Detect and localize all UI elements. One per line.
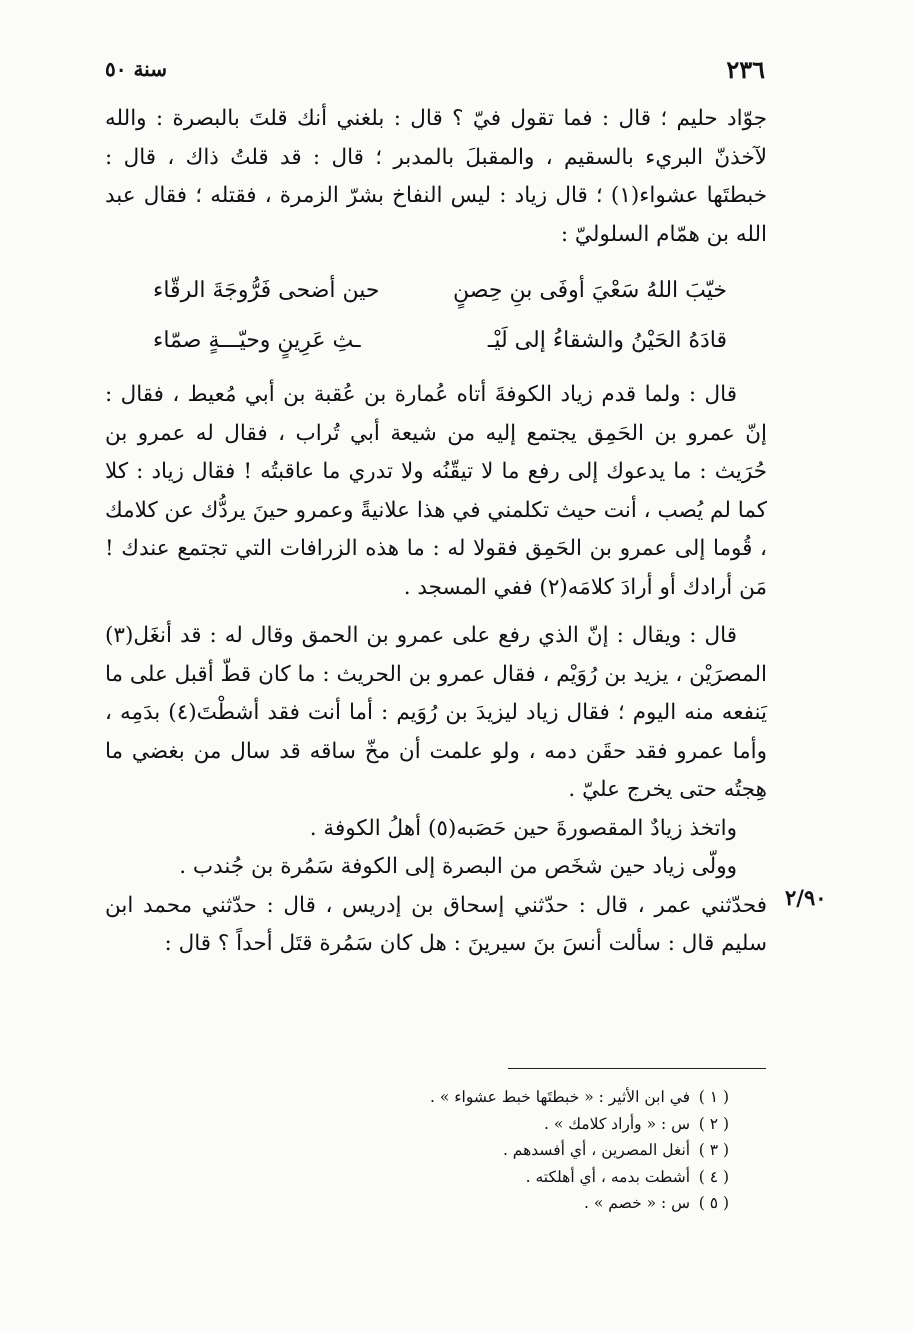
page-number: ٢٣٦ <box>726 55 765 84</box>
footnote-4 <box>309 1164 729 1191</box>
footnote-number: ( ٤ ) <box>698 1167 729 1186</box>
paragraph-2: قال : ولما قدم زياد الكوفةَ أتاه عُمارة بن عُقبة بن أبي مُعيط ، فقال : إنّ عمرو بن الحَمِق يجتمع إليه من شيعة أبي تُراب ، فقال له عمرو بن حُرَيث : ما يدعوك إلى رفع ما لا تيقّنُه ولا تدري ما عاقبتُه ! فقال زياد : كلا كما لم يُصب ، أنت حيث تكلمني في هذا علانيةً وعمرو حينَ يردُّك عن كلامك ، قُوما إلى عمرو بن الحَمِق فقولا له : ما هذه الزرافات التي تجتمع عندك ! مَن أرادك أو أرادَ كلامَه(٢) ففي المسجد . <box>105 382 767 600</box>
footnote-number: ( ٣ ) <box>698 1141 729 1159</box>
paragraph-5: وولّى زياد حين شخَص من البصرة إلى الكوفة سَمُرة بن جُندب . <box>179 854 737 879</box>
poem-verse-1-second-hemistich: حين أضحى فَرُّوجَةَ الرقّاء <box>153 277 380 303</box>
footnote-5 <box>309 1190 729 1217</box>
poem-verse-2 <box>105 316 767 366</box>
footnote-text: في ابن الأثير : « خبطتَها خبط عشواء » . <box>429 1088 691 1106</box>
footnote-number: ( ١ ) <box>698 1088 729 1106</box>
footnote-text: س : « خصم » . <box>584 1194 691 1212</box>
poem-verse-1 <box>105 266 767 316</box>
footnote-number: ( ٥ ) <box>698 1194 729 1212</box>
footnote-text: أنغل المصرين ، أي أفسدهم . <box>502 1141 691 1159</box>
footnote-divider <box>508 1068 766 1069</box>
poem-verse-2-first-hemistich: قادَهُ الحَيْنُ والشقاءُ إلى لَيْـ <box>487 327 727 353</box>
running-head-year: سنة ٥٠ <box>105 57 167 81</box>
paragraph-3: قال : ويقال : إنّ الذي رفع على عمرو بن الحمق وقال له : قد أنغَل(٣) المصرَيْن ، يزيد بن رُوَيْم ، فقال عمرو بن الحريث : ما كان قطّ أقبل على ما يَنفعه منه اليوم ؛ فقال زياد ليزيدَ بن رُوَيم : أما أنت فقد أشطْتَ(٤) بدَمِه ، وأما عمرو فقد حقَن دمه ، ولو علمت أن مخّ ساقه قد سال من بغضي ما هِجتُه حتى يخرج عليّ . <box>105 623 767 802</box>
footnote-3 <box>309 1137 729 1164</box>
poem-verse-1-first-hemistich: خيّبَ اللهُ سَعْيَ أوفَى بنِ حِصنٍ <box>453 277 727 303</box>
footnote-text: أشطت بدمه ، أي أهلكته . <box>525 1167 691 1186</box>
footnote-text: س : « وأراد كلامك » . <box>543 1114 691 1133</box>
footnote-2 <box>309 1111 729 1138</box>
footnotes <box>309 1084 729 1217</box>
poem <box>105 266 767 366</box>
poem-verse-2-second-hemistich: ـثِ عَرِينٍ وحيّـــةٍ صمّاء <box>153 327 361 353</box>
paragraph-4: واتخذ زيادٌ المقصورةَ حين حَصَبه(٥) أهلُ الكوفة . <box>309 815 737 841</box>
footnote-number: ( ٢ ) <box>698 1114 729 1133</box>
margin-reference: ٢/٩٠ <box>785 885 827 910</box>
footnote-1 <box>309 1084 729 1111</box>
paragraph-6: فحدّثني عمر ، قال : حدّثني إسحاق بن إدريس ، قال : حدّثني محمد ابن سليم قال : سألت أنسَ بنَ سيرينَ : هل كان سَمُرة قتَل أحداً ؟ قال : <box>105 892 767 956</box>
main-text <box>105 100 767 964</box>
page-header <box>105 55 765 85</box>
paragraph-1: جوّاد حليم ؛ قال : فما تقول فيّ ؟ قال : بلغني أنك قلتَ بالبصرة : والله لآخذنّ البريء بالسقيم ، والمقبلَ بالمدبر ؛ قال : قد قلتُ ذاك ، قال : خبطتَها عشواء(١) ؛ قال زياد : ليس النفاخ بشرّ الزمرة ، فقتله ؛ فقال عبد الله بن همّام السلوليّ : <box>105 106 768 247</box>
